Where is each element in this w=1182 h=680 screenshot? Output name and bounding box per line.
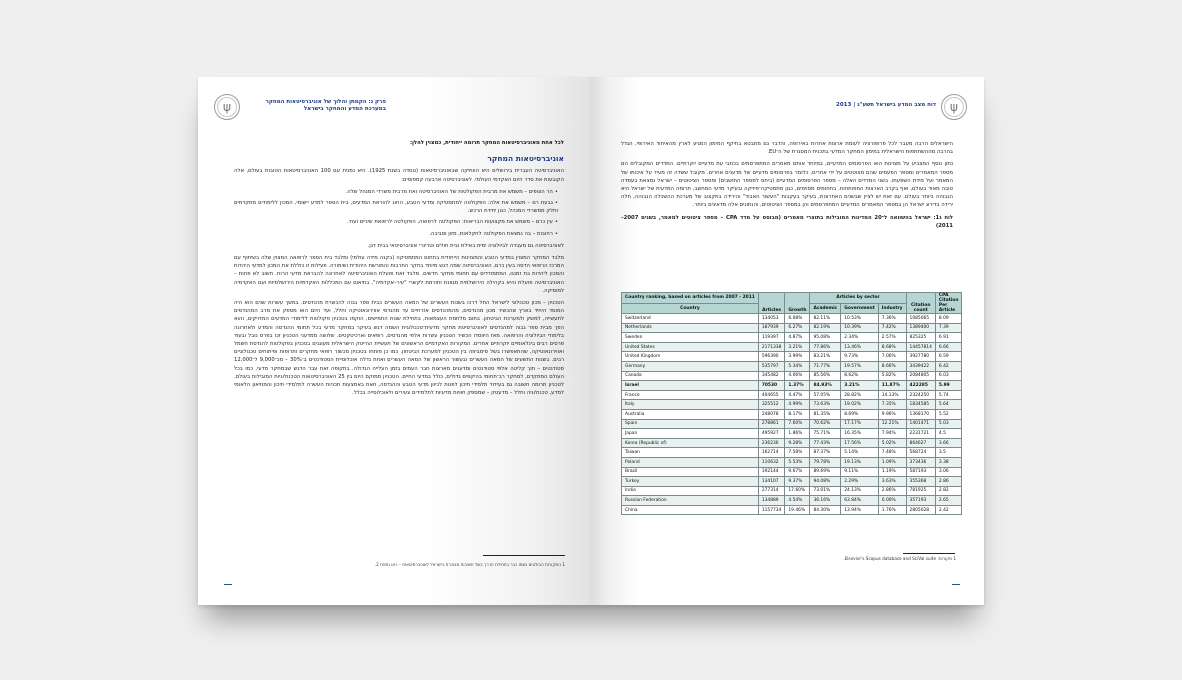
cell-industry: 5.02% bbox=[878, 438, 906, 448]
page-number-mark bbox=[224, 584, 232, 585]
cell-growth: 5.34% bbox=[785, 361, 810, 371]
menorah-seal-icon: ψ bbox=[214, 94, 240, 120]
list-item: • עין כרם – משמש את מקצועות הבריאות: הפקולטה לרפואה, הפקולטה לרפואת שיניים ועוד. bbox=[234, 218, 558, 226]
cell-industry: 8.68% bbox=[878, 342, 906, 352]
cell-citations: 781925 bbox=[906, 486, 935, 496]
table-row bbox=[622, 505, 962, 515]
cell-articles: 495927 bbox=[758, 429, 785, 439]
cell-growth: 1.37% bbox=[785, 381, 810, 391]
cell-growth: 3.21% bbox=[785, 342, 810, 352]
lead-paragraph: לכל אחת מאוניברסיטאות המחקר תרומה ייחודית, כמצוין להלן: bbox=[409, 140, 564, 146]
table-caption: לוח ג1: ישראל בהשוואה ל־20 המדינות המובילות בתוצרי מאמרים (מבוסס על מדד CPA – מספר ציטוטים למאמר, בשנים 2007–2011) bbox=[621, 214, 954, 229]
cell-cpa: 6.42 bbox=[935, 361, 962, 371]
paragraph: האוניברסיטה העברית בירושלים היא הוותיקה שבאוניברסיטאות (נוסדה בשנת 1925). היא נמנית עם 100 האוניברסיטאות הטובות בעולם, אלה הקובעות את סדר היום האקדמי העולמי. לאוניברסיטה ארבעה קמפוסים: bbox=[234, 168, 564, 183]
book-spread bbox=[198, 77, 984, 605]
cell-cpa: 3.06 bbox=[935, 467, 962, 477]
cell-citations: 2084805 bbox=[906, 371, 935, 381]
right-page bbox=[591, 77, 984, 605]
cell-academic: 82.19% bbox=[810, 323, 841, 333]
cell-industry: 7.94% bbox=[878, 429, 906, 439]
cell-growth: 9.37% bbox=[785, 477, 810, 487]
cell-industry: 7.48% bbox=[878, 448, 906, 458]
table-row bbox=[622, 477, 962, 487]
cell-cpa: 2.82 bbox=[935, 486, 962, 496]
cell-growth: 3.99% bbox=[785, 352, 810, 362]
cell-country: Israel bbox=[622, 381, 759, 391]
cell-growth: 4.54% bbox=[785, 496, 810, 506]
cell-citations: 357193 bbox=[906, 496, 935, 506]
cell-articles: 70530 bbox=[758, 381, 785, 391]
footnote: 1 המקורות הבולטים נשמו כבר בתחילת הדרך בשל חשיבות מבוכרת בישראל לאוניברסיטאות – ראו נספח 2. bbox=[374, 562, 565, 567]
cell-articles: 187939 bbox=[758, 323, 785, 333]
table-row bbox=[622, 457, 962, 467]
cell-academic: 94.08% bbox=[810, 477, 841, 487]
cell-academic: 87.37% bbox=[810, 448, 841, 458]
cell-academic: 73.63% bbox=[810, 400, 841, 410]
list-item: • רחובות – בה נמצאת הפקולטה לחקלאות, מזון וסביבה. bbox=[234, 230, 558, 238]
cell-growth: 7.58% bbox=[785, 448, 810, 458]
cell-industry: 3.63% bbox=[878, 477, 906, 487]
cell-country: China bbox=[622, 505, 759, 515]
cell-cpa: 2.86 bbox=[935, 477, 962, 487]
cell-government: 19.13% bbox=[841, 457, 879, 467]
cell-citations: 2324250 bbox=[906, 390, 935, 400]
cell-academic: 79.78% bbox=[810, 457, 841, 467]
table-row bbox=[622, 409, 962, 419]
cell-growth: 6.27% bbox=[785, 323, 810, 333]
cell-articles: 248078 bbox=[758, 409, 785, 419]
cell-articles: 110632 bbox=[758, 457, 785, 467]
cell-academic: 71.77% bbox=[810, 361, 841, 371]
table-row bbox=[622, 496, 962, 506]
paragraph: מלבד המחקר המצוין במדעי הטבע והמצוינות הייחודית בתחום המתמטיקה (בקנה מידה עולמי) ומלבד בית הספר לרפואה המצוין שלה בשיתוף עם המרכז הרפואי הדסה בעין כרם, האוניברסיטה שמה דגש מיוחד בחקר התרבות והמורשת היהודית ושימורה. פעילות זו כוללת את המכון למדעי היהדות והמכון ליהדות בת זמננו, המתמודדים עם תחומי מחקר חדשים. מלבד זאת פועלת האוניברסיטה לאחרונה להבראת מדעי הרוח. חשוב לא פחות – האוניברסיטה פועלת והיא בקהילה הירושלמית מגוונת ותורמת לקשרי "עיר–אקדמיה", בתיאום עם המכללות האקדמיות הירושלמיות ועם האקדמיה למוסיקה. bbox=[234, 255, 564, 294]
cell-industry: 7.35% bbox=[878, 400, 906, 410]
cell-articles: 535797 bbox=[758, 361, 785, 371]
table-row bbox=[622, 352, 962, 362]
cell-cpa: 3.5 bbox=[935, 448, 962, 458]
cell-government: 24.13% bbox=[841, 486, 879, 496]
cell-academic: 70.62% bbox=[810, 419, 841, 429]
cell-industry: 0.00% bbox=[878, 496, 906, 506]
cell-citations: 3927780 bbox=[906, 352, 935, 362]
cell-government: 9.11% bbox=[841, 467, 879, 477]
cell-cpa: 3.38 bbox=[935, 457, 962, 467]
cell-cpa: 6.59 bbox=[935, 352, 962, 362]
table-row bbox=[622, 448, 962, 458]
cell-articles: 134107 bbox=[758, 477, 785, 487]
cell-articles: 596390 bbox=[758, 352, 785, 362]
cell-articles: 236236 bbox=[758, 438, 785, 448]
running-head-right: דוח מצב המדע בישראל תשע"ג | 2013 bbox=[836, 102, 936, 108]
table-row bbox=[622, 323, 962, 333]
cell-articles: 192144 bbox=[758, 467, 785, 477]
cell-citations: 825325 bbox=[906, 333, 935, 343]
table-row bbox=[622, 342, 962, 352]
table-row bbox=[622, 333, 962, 343]
header-academic: Academic bbox=[810, 303, 841, 314]
cell-cpa: 7.39 bbox=[935, 323, 962, 333]
cell-government: 2.34% bbox=[841, 333, 879, 343]
cell-government: 13.46% bbox=[841, 342, 879, 352]
cell-cpa: 5.03 bbox=[935, 419, 962, 429]
header-cpa: CPA Citation Per Article bbox=[935, 293, 962, 314]
table-row bbox=[622, 371, 962, 381]
cell-articles: 1157734 bbox=[758, 505, 785, 515]
cell-growth: 5.53% bbox=[785, 457, 810, 467]
cell-articles: 119397 bbox=[758, 333, 785, 343]
cell-articles: 134053 bbox=[758, 314, 785, 324]
cell-industry: 7.06% bbox=[878, 352, 906, 362]
table-row bbox=[622, 438, 962, 448]
cell-country: Australia bbox=[622, 409, 759, 419]
cell-cpa: 5.64 bbox=[935, 400, 962, 410]
cell-country: Netherlands bbox=[622, 323, 759, 333]
cell-academic: 85.56% bbox=[810, 371, 841, 381]
cell-academic: 95.08% bbox=[810, 333, 841, 343]
cell-citations: 1085065 bbox=[906, 314, 935, 324]
cell-cpa: 4.5 bbox=[935, 429, 962, 439]
header-country-group: Country ranking, based on articles from 2007 - 2011 bbox=[622, 293, 759, 304]
header-government: Government bbox=[841, 303, 879, 314]
cell-growth: 17.60% bbox=[785, 486, 810, 496]
cell-industry: 1.76% bbox=[878, 505, 906, 515]
cell-industry: 12.21% bbox=[878, 419, 906, 429]
cell-industry: 2.86% bbox=[878, 486, 906, 496]
cell-industry: 9.96% bbox=[878, 409, 906, 419]
cell-government: 19.57% bbox=[841, 361, 879, 371]
cell-cpa: 2.42 bbox=[935, 505, 962, 515]
footnote-rule bbox=[903, 553, 955, 554]
cell-cpa: 8.09 bbox=[935, 314, 962, 324]
cell-industry: 7.36% bbox=[878, 314, 906, 324]
cell-country: Canada bbox=[622, 371, 759, 381]
cell-government: 19.02% bbox=[841, 400, 879, 410]
footnote: 1 מקורות: Elsevier's Scopus database and SciVal suite. bbox=[843, 556, 956, 561]
table-row bbox=[622, 429, 962, 439]
cell-cpa: 6.66 bbox=[935, 342, 962, 352]
cell-growth: 6.08% bbox=[785, 314, 810, 324]
cell-country: Spain bbox=[622, 419, 759, 429]
cell-cpa: 6.03 bbox=[935, 371, 962, 381]
cell-government: 10.39% bbox=[841, 323, 879, 333]
running-head-left bbox=[246, 99, 386, 113]
right-body bbox=[621, 140, 953, 234]
cell-citations: 2805028 bbox=[906, 505, 935, 515]
cell-cpa: 3.66 bbox=[935, 438, 962, 448]
cell-articles: 2171338 bbox=[758, 342, 785, 352]
cell-country: France bbox=[622, 390, 759, 400]
cell-country: Brazil bbox=[622, 467, 759, 477]
campus-list bbox=[234, 188, 564, 238]
cell-government: 10.53% bbox=[841, 314, 879, 324]
cell-citations: 1401471 bbox=[906, 419, 935, 429]
cell-articles: 325512 bbox=[758, 400, 785, 410]
running-head-line2: במערכת המדע והמחקר בישראל bbox=[303, 106, 386, 112]
cell-articles: 134889 bbox=[758, 496, 785, 506]
cell-academic: 75.71% bbox=[810, 429, 841, 439]
cell-cpa: 2.65 bbox=[935, 496, 962, 506]
menorah-seal-icon: ψ bbox=[941, 94, 967, 120]
cell-government: 5.14% bbox=[841, 448, 879, 458]
cell-country: Turkey bbox=[622, 477, 759, 487]
cell-country: United States bbox=[622, 342, 759, 352]
cell-government: 8.69% bbox=[841, 409, 879, 419]
cell-articles: 277314 bbox=[758, 486, 785, 496]
cell-industry: 2.57% bbox=[878, 333, 906, 343]
cell-country: Korea (Republic of) bbox=[622, 438, 759, 448]
cell-industry: 5.82% bbox=[878, 371, 906, 381]
footnote-rule bbox=[483, 555, 565, 556]
cell-cpa: 6.91 bbox=[935, 333, 962, 343]
running-head-line1: פרק ג: הקמתן והלוך של אוניברסיטאות המחקר bbox=[265, 99, 386, 105]
cell-country: Germany bbox=[622, 361, 759, 371]
cell-citations: 2231721 bbox=[906, 429, 935, 439]
cell-country: Italy bbox=[622, 400, 759, 410]
cell-growth: 9.67% bbox=[785, 467, 810, 477]
cell-government: 9.73% bbox=[841, 352, 879, 362]
cell-government: 13.94% bbox=[841, 505, 879, 515]
cell-citations: 1389400 bbox=[906, 323, 935, 333]
paragraph: נתון נוסף המצביע על מצוינות הוא הפרסומים המדעיים, במיוחד אותם מאמרים המתפרסמים בכתבי עת מדעיים יוקרתיים. המדדים המקובלים הם מספר המאמרים ומספר הפעמים שהם מצוטטים על ידי אחרים, כלומר בפרסומים מדעיים של מדענים אחרים. מקובל ששדה זה מעיד על איכותו של המאמר ועל מידת השפעתו. בשני המדדים האלה – מספר הפרסומים המדעיים (ביחס למספר התושבים) ומספר הציטוטים – ישראל נמצאת בעמדה טובה מאוד בעולם, ואף בקרב הארצות המפותחות. בתחומים מסוימים, כגון מתמטיקה־פיזיקה ובעיקר מדעי המחשב, תרומה המדעית של ישראל היא הגבוהה ביותר בעולם. עם זאת יש לציין שבשנים האחרונות, בעיקר בעקבות "העשור האבוד" והירידה בתקצוב של מערכת ההשכלה הגבוהה, חלה ירידה בדירוג ישראל הן במספר המאמרים המדעיים המתפרסמים והן במספר הציטוטים, והנתונים אלה מדאיגים ביותר. bbox=[621, 161, 953, 209]
cell-government: 2.29% bbox=[841, 477, 879, 487]
cell-articles: 278861 bbox=[758, 419, 785, 429]
table-row bbox=[622, 467, 962, 477]
cell-articles: 345482 bbox=[758, 371, 785, 381]
page-number-mark bbox=[952, 584, 960, 585]
table-row bbox=[622, 314, 962, 324]
cell-academic: 81.35% bbox=[810, 409, 841, 419]
cell-academic: 82.11% bbox=[810, 314, 841, 324]
table-row bbox=[622, 381, 962, 391]
cell-citations: 1368170 bbox=[906, 409, 935, 419]
cell-government: 28.82% bbox=[841, 390, 879, 400]
table-row bbox=[622, 361, 962, 371]
cell-academic: 84.93% bbox=[810, 381, 841, 391]
header-citation-count: Citation count bbox=[906, 293, 935, 314]
cell-government: 8.62% bbox=[841, 371, 879, 381]
header-articles: Articles bbox=[758, 293, 785, 314]
cell-industry: 1.09% bbox=[878, 457, 906, 467]
cell-articles: 162714 bbox=[758, 448, 785, 458]
table-body bbox=[622, 314, 962, 515]
cell-country: United Kingdom bbox=[622, 352, 759, 362]
cell-growth: 4.47% bbox=[785, 390, 810, 400]
header-sector-group: Articles by sector bbox=[810, 293, 906, 304]
cell-citations: 587193 bbox=[906, 467, 935, 477]
cell-citations: 14457814 bbox=[906, 342, 935, 352]
cell-industry: 11.87% bbox=[878, 381, 906, 391]
cell-citations: 1834585 bbox=[906, 400, 935, 410]
cell-citations: 864627 bbox=[906, 438, 935, 448]
cell-growth: 9.28% bbox=[785, 438, 810, 448]
cell-academic: 89.69% bbox=[810, 467, 841, 477]
cell-industry: 14.13% bbox=[878, 390, 906, 400]
cell-academic: 73.01% bbox=[810, 486, 841, 496]
paragraph: הישראלים הרבה מעבר לכל פרופורציה לעומת ארצות אחרות באירופה, והדבר גם מתבטא בחיקף המימון המגיע לארץ מהאיחוד האירופי, הגדל בהרבה מההשתתפות הישראלית במימון המחקר המדעי בתכנית המסגרת של ה־EU. bbox=[621, 141, 953, 156]
citations-table bbox=[621, 292, 962, 515]
cell-growth: 7.60% bbox=[785, 419, 810, 429]
header-industry: Industry bbox=[878, 303, 906, 314]
cell-cpa: 5.52 bbox=[935, 409, 962, 419]
cell-government: 17.17% bbox=[841, 419, 879, 429]
list-item: • הר הצופים – משמש את מרבית הפקולטות של האוניברסיטה ואת מרבית משרדי המנהל שלה. bbox=[234, 188, 558, 196]
cell-country: Sweden bbox=[622, 333, 759, 343]
table-row bbox=[622, 486, 962, 496]
cell-articles: 404655 bbox=[758, 390, 785, 400]
cell-industry: 1.19% bbox=[878, 467, 906, 477]
paragraph: לאוניברסיטה גם מעבדה לביולוגיה ימית באילת ובית חולים וטרינרי אוניברסיטאי בבית דגן. bbox=[367, 242, 564, 249]
cell-growth: 1.86% bbox=[785, 429, 810, 439]
table-row bbox=[622, 419, 962, 429]
cell-government: 63.84% bbox=[841, 496, 879, 506]
cell-citations: 568724 bbox=[906, 448, 935, 458]
left-page bbox=[198, 77, 591, 605]
cell-country: India bbox=[622, 486, 759, 496]
cell-government: 3.21% bbox=[841, 381, 879, 391]
cell-industry: 7.42% bbox=[878, 323, 906, 333]
cell-citations: 3439422 bbox=[906, 361, 935, 371]
cell-government: 16.35% bbox=[841, 429, 879, 439]
left-body bbox=[234, 139, 564, 401]
section-heading: אוניברסיטאות המחקר bbox=[487, 154, 564, 164]
cell-country: Russian Federation bbox=[622, 496, 759, 506]
cell-academic: 36.16% bbox=[810, 496, 841, 506]
cell-academic: 57.05% bbox=[810, 390, 841, 400]
cell-country: Taiwan bbox=[622, 448, 759, 458]
cell-academic: 83.21% bbox=[810, 352, 841, 362]
cell-country: Poland bbox=[622, 457, 759, 467]
cell-citations: 422285 bbox=[906, 381, 935, 391]
list-item: • גבעת רם – משמש את אלה: הפקולטה למתמטיקה ומדעי הטבע, החוג להוראת המדעים, בית הספר למדע יישומי, המכון ללימודים מתקדמים וחלק ממשרדי המנהל, כגון יחידת הרכש. bbox=[234, 199, 558, 215]
cell-growth: 4.99% bbox=[785, 400, 810, 410]
cell-citations: 373436 bbox=[906, 457, 935, 467]
cell-country: Switzerland bbox=[622, 314, 759, 324]
cell-government: 17.56% bbox=[841, 438, 879, 448]
cell-academic: 77.86% bbox=[810, 342, 841, 352]
cell-academic: 77.43% bbox=[810, 438, 841, 448]
cell-cpa: 5.74 bbox=[935, 390, 962, 400]
cell-growth: 19.46% bbox=[785, 505, 810, 515]
cell-cpa: 5.99 bbox=[935, 381, 962, 391]
cell-growth: 8.17% bbox=[785, 409, 810, 419]
table-row bbox=[622, 390, 962, 400]
cell-academic: 84.30% bbox=[810, 505, 841, 515]
cell-growth: 4.87% bbox=[785, 333, 810, 343]
paragraph: הטכניון – מכון טכנולוגי לישראל החל דרכו בשנות העשרים של המאה העשרים כבית ספר גבוה להכשרת מהנדסים. במשך עשרות שנים הוא היה המוסד היחיד בארץ שהכשיר מכון מהנדסים, מהמהנדסים אזרחיים עד מהנדסי אווירונאוטיקה וחלל, ועד היום הוא מספק את מרב המהנדסים לתעשייה, למשק ולמערכת הביטחון. בתום מלחמת העצמאות, בתחילת שנות החמישים, הוקמו בטכניון פקולטות ללימודי המדעים המדויקים, והוא הפך מבית ספר גבוה למהנדסים לאוניברסיטת מחקר מדעית־טכנולוגית השמה דגש בעיקר במחקר מדעי בכל תחומי ההנדסה והמדע ולאחרונה בלימודי הביולוגיה והרפואה. מאז היווסדו הכשיר הטכניון עשרות אלפי מהנדסים, רופאים וארכיטקטים. שלושה ממדעני הטכניון זכו בפרס נובל ובעוד פרסים רבים בינלאומיים יוקרתיים אחרים. המקורות האקדמיים הראשונים של תעשיית ההייטק הישראלית מעוגנים בטכניון בפקולטות להנדסת חשמל ואווירונאוטיקה, שהתאפשרו בשל סימביוזה בין הטכניון למערכת הביטחון. כמו כן פותחו בטכניון מכשור רפואי מחקרים ותרופות ופיתוחים טכנולוגיים רבים. בשנות התשעים של המאה העשרים ובעשור הראשון של המאה העשרים ואחת גדלה אוכלוסיית הסטודנטים ב־30% – מכ־9,000 ל־12,000 סטודנטים – תוך קליטה אלפי סטודנטים ומדענים מארצות חבר העמים בזמן העלייה הגדולה. בתקופה זאת עבר הדגש שבמחקר מדעי, כמו בכל העולם המתקדם, למחקר רב־תחומי בהיקפים גדולים, כולל במדעי החיים. הטכניון ממוקם היום בין 25 האוניברסיטאות הטכנולוגיות המובילות בעולם. לטכניון תרומה חשובה גם בעידוד תלמידי תיכון לפנות לכיוון מדעי הטבע וההנדסה, וזאת באמצעות תכניות העשרה לתלמידי תיכון והמוזיאון הלאומי למדע, טכנולוגיה וחלל – מדעטק – שמספק חוויות מדעיות לתלמידים צעירים ולאוכלוסייה בכלל. bbox=[234, 300, 565, 397]
table-row bbox=[622, 400, 962, 410]
header-growth: Growth bbox=[785, 293, 810, 314]
cell-industry: 8.66% bbox=[878, 361, 906, 371]
cell-country: Japan bbox=[622, 429, 759, 439]
cell-growth: 4.06% bbox=[785, 371, 810, 381]
cell-citations: 355368 bbox=[906, 477, 935, 487]
header-country: Country bbox=[622, 303, 759, 314]
